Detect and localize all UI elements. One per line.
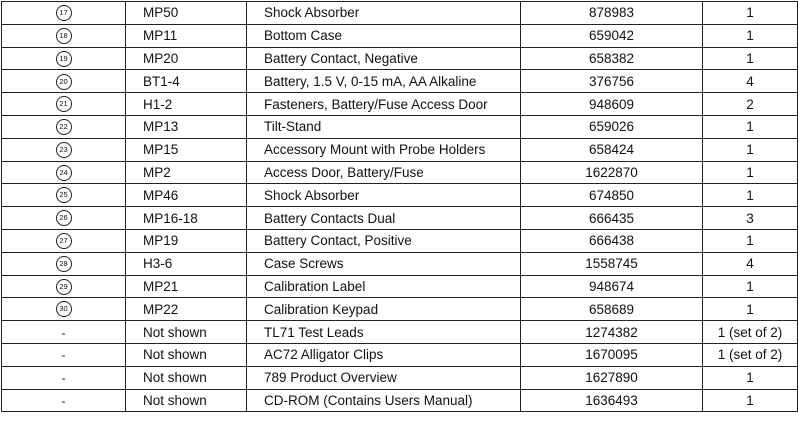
reference-designator-cell: Not shown — [126, 343, 247, 366]
item-number-cell — [2, 207, 126, 230]
item-number-cell — [2, 47, 126, 70]
item-number-cell — [2, 184, 126, 207]
quantity-cell: 1 — [703, 161, 798, 184]
reference-designator-cell: MP22 — [126, 298, 247, 321]
table-row — [2, 47, 798, 70]
part-number-cell: 659026 — [521, 115, 703, 138]
reference-designator-cell: MP19 — [126, 229, 247, 252]
item-number-circle: 27 — [56, 233, 72, 249]
description-cell: Tilt-Stand — [247, 115, 521, 138]
reference-designator-cell: MP11 — [126, 24, 247, 47]
part-number-cell: 658689 — [521, 298, 703, 321]
table-row — [2, 229, 798, 252]
item-number-cell — [2, 24, 126, 47]
item-number-cell — [2, 115, 126, 138]
part-number-cell: 674850 — [521, 184, 703, 207]
table-row — [2, 321, 798, 344]
item-number-circle: 19 — [56, 51, 72, 67]
part-number-cell: 666435 — [521, 207, 703, 230]
description-cell: Calibration Keypad — [247, 298, 521, 321]
reference-designator-cell: Not shown — [126, 321, 247, 344]
parts-list-table — [1, 1, 798, 412]
item-number-cell — [2, 275, 126, 298]
item-number-cell — [2, 389, 126, 412]
table-row — [2, 161, 798, 184]
quantity-cell: 1 (set of 2) — [703, 343, 798, 366]
description-cell: AC72 Alligator Clips — [247, 343, 521, 366]
reference-designator-cell: MP13 — [126, 115, 247, 138]
description-cell: Battery Contacts Dual — [247, 207, 521, 230]
description-cell: Battery Contact, Positive — [247, 229, 521, 252]
item-number-cell — [2, 343, 126, 366]
description-cell: Fasteners, Battery/Fuse Access Door — [247, 93, 521, 116]
table-row — [2, 389, 798, 412]
item-number-dash: - — [61, 348, 66, 363]
description-cell: Battery Contact, Negative — [247, 47, 521, 70]
item-number-cell — [2, 252, 126, 275]
part-number-cell: 658382 — [521, 47, 703, 70]
reference-designator-cell: MP15 — [126, 138, 247, 161]
description-cell: TL71 Test Leads — [247, 321, 521, 344]
table-row — [2, 70, 798, 93]
table-row — [2, 252, 798, 275]
item-number-circle: 21 — [56, 96, 72, 112]
item-number-circle: 17 — [56, 5, 72, 21]
item-number-cell — [2, 366, 126, 389]
quantity-cell: 1 — [703, 366, 798, 389]
item-number-circle: 23 — [56, 142, 72, 158]
parts-list-body — [2, 2, 798, 412]
table-row — [2, 366, 798, 389]
quantity-cell: 2 — [703, 93, 798, 116]
part-number-cell: 948609 — [521, 93, 703, 116]
item-number-dash: - — [61, 371, 66, 386]
description-cell: Accessory Mount with Probe Holders — [247, 138, 521, 161]
part-number-cell: 1636493 — [521, 389, 703, 412]
item-number-cell — [2, 70, 126, 93]
reference-designator-cell: MP2 — [126, 161, 247, 184]
item-number-circle: 28 — [56, 256, 72, 272]
quantity-cell: 3 — [703, 207, 798, 230]
table-row — [2, 275, 798, 298]
item-number-cell — [2, 2, 126, 25]
quantity-cell: 1 (set of 2) — [703, 321, 798, 344]
table-row — [2, 2, 798, 25]
item-number-dash: - — [61, 393, 66, 408]
quantity-cell: 4 — [703, 70, 798, 93]
part-number-cell: 1274382 — [521, 321, 703, 344]
reference-designator-cell: MP16-18 — [126, 207, 247, 230]
item-number-cell — [2, 321, 126, 344]
table-row — [2, 93, 798, 116]
table-row — [2, 343, 798, 366]
item-number-circle: 25 — [56, 187, 72, 203]
quantity-cell: 1 — [703, 184, 798, 207]
item-number-circle: 30 — [56, 301, 72, 317]
part-number-cell: 376756 — [521, 70, 703, 93]
reference-designator-cell: H1-2 — [126, 93, 247, 116]
description-cell: CD-ROM (Contains Users Manual) — [247, 389, 521, 412]
quantity-cell: 1 — [703, 275, 798, 298]
table-row — [2, 298, 798, 321]
description-cell: Bottom Case — [247, 24, 521, 47]
table-row — [2, 184, 798, 207]
part-number-cell: 1627890 — [521, 366, 703, 389]
part-number-cell: 1622870 — [521, 161, 703, 184]
table-row — [2, 138, 798, 161]
reference-designator-cell: BT1-4 — [126, 70, 247, 93]
quantity-cell: 1 — [703, 24, 798, 47]
description-cell: Calibration Label — [247, 275, 521, 298]
part-number-cell: 1558745 — [521, 252, 703, 275]
reference-designator-cell: MP21 — [126, 275, 247, 298]
part-number-cell: 948674 — [521, 275, 703, 298]
table-row — [2, 24, 798, 47]
table-row — [2, 115, 798, 138]
quantity-cell: 1 — [703, 229, 798, 252]
quantity-cell: 4 — [703, 252, 798, 275]
quantity-cell: 1 — [703, 115, 798, 138]
quantity-cell: 1 — [703, 47, 798, 70]
item-number-circle: 18 — [56, 28, 72, 44]
item-number-circle: 26 — [56, 210, 72, 226]
item-number-cell — [2, 138, 126, 161]
item-number-cell — [2, 298, 126, 321]
reference-designator-cell: MP50 — [126, 2, 247, 25]
item-number-circle: 22 — [56, 119, 72, 135]
table-row — [2, 207, 798, 230]
reference-designator-cell: MP46 — [126, 184, 247, 207]
description-cell: Case Screws — [247, 252, 521, 275]
item-number-cell — [2, 93, 126, 116]
quantity-cell: 1 — [703, 389, 798, 412]
quantity-cell: 1 — [703, 2, 798, 25]
description-cell: Shock Absorber — [247, 2, 521, 25]
part-number-cell: 658424 — [521, 138, 703, 161]
reference-designator-cell: H3-6 — [126, 252, 247, 275]
description-cell: 789 Product Overview — [247, 366, 521, 389]
part-number-cell: 666438 — [521, 229, 703, 252]
item-number-dash: - — [61, 325, 66, 340]
part-number-cell: 1670095 — [521, 343, 703, 366]
description-cell: Battery, 1.5 V, 0-15 mA, AA Alkaline — [247, 70, 521, 93]
part-number-cell: 878983 — [521, 2, 703, 25]
item-number-circle: 24 — [56, 165, 72, 181]
description-cell: Shock Absorber — [247, 184, 521, 207]
description-cell: Access Door, Battery/Fuse — [247, 161, 521, 184]
item-number-cell — [2, 229, 126, 252]
part-number-cell: 659042 — [521, 24, 703, 47]
item-number-circle: 20 — [56, 74, 72, 90]
item-number-circle: 29 — [56, 279, 72, 295]
quantity-cell: 1 — [703, 298, 798, 321]
reference-designator-cell: Not shown — [126, 389, 247, 412]
reference-designator-cell: MP20 — [126, 47, 247, 70]
quantity-cell: 1 — [703, 138, 798, 161]
reference-designator-cell: Not shown — [126, 366, 247, 389]
item-number-cell — [2, 161, 126, 184]
